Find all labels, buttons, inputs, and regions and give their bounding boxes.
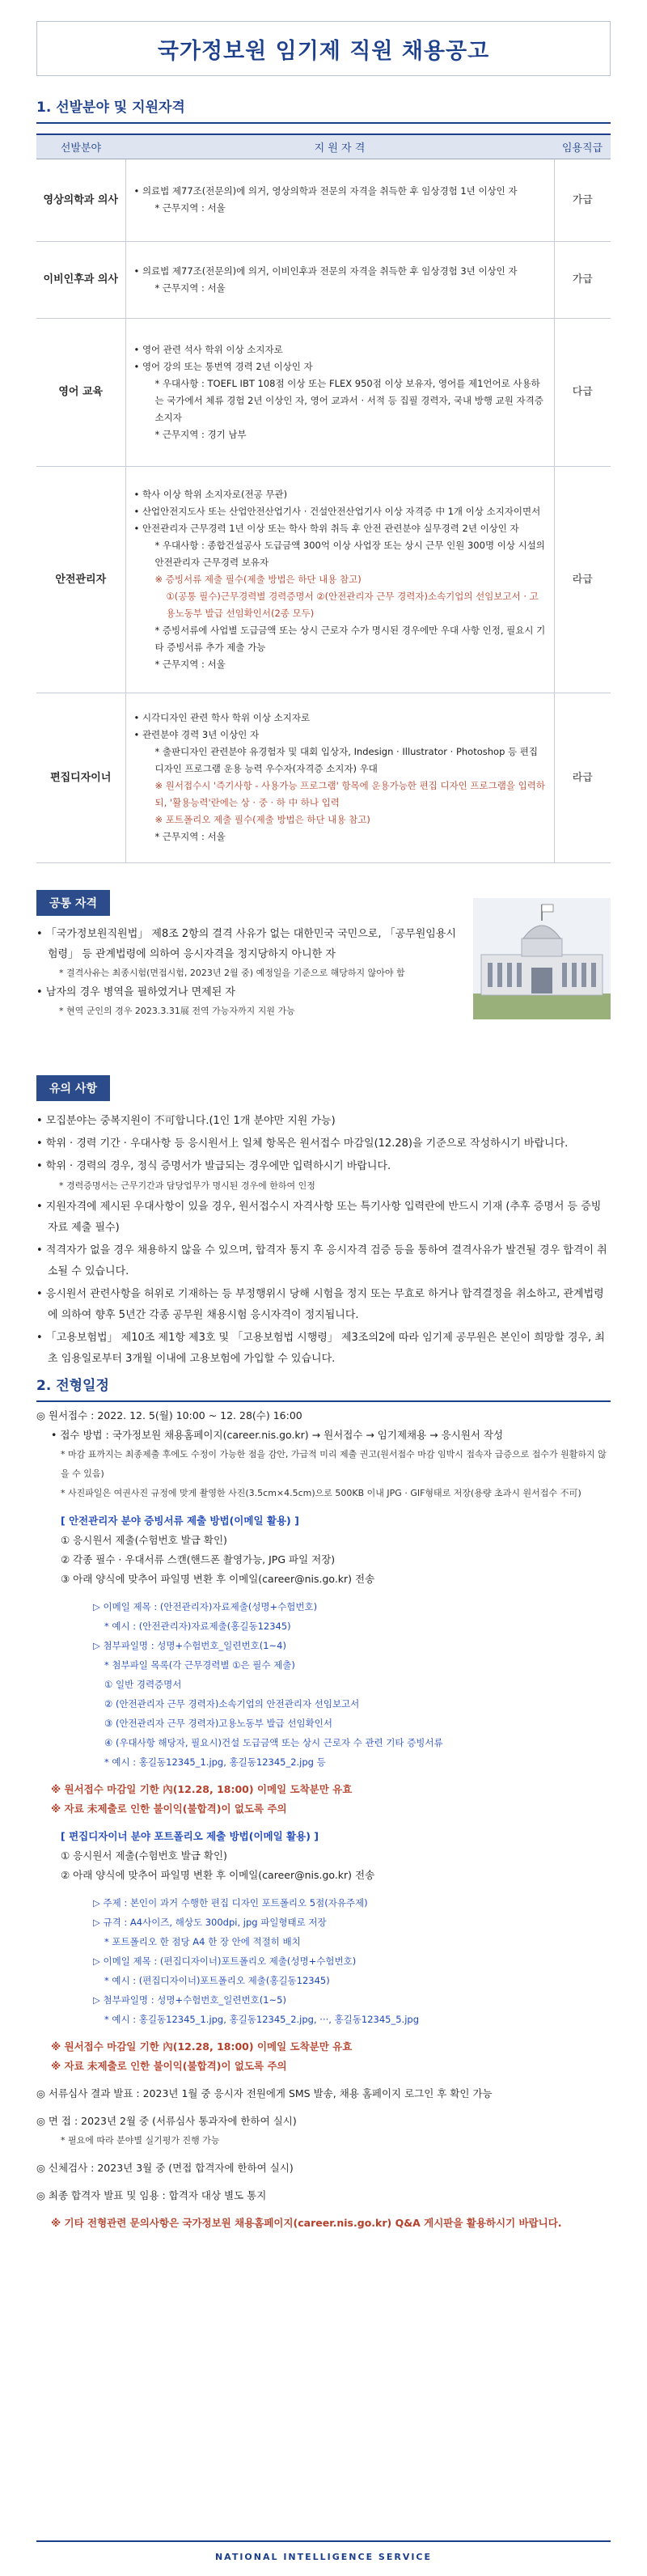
table-row [36, 241, 611, 318]
qualification-line: ※ 증빙서류 제출 필수(제출 방법은 하단 내용 참고) [154, 573, 362, 585]
qualification-line: • 의료법 제77조(전문의)에 의거, 이비인후과 전문의 자격을 취득한 후 임상경험 3년 이상인 자 [133, 265, 518, 277]
list-item: ※ 원서접수 마감일 기한 內(12.28, 18:00) 이메일 도착분만 유효 [51, 1783, 353, 1795]
table-row [36, 159, 611, 241]
eligibility-tag: 공통 자격 [36, 890, 110, 916]
list-item [36, 2150, 611, 2159]
table-row [36, 693, 611, 862]
list-item: ② (안전관리자 근무 경력자)소속기업의 안전관리자 선임보고서 [104, 1698, 360, 1710]
list-item [36, 2178, 611, 2186]
list-item: ▷ 주제 : 본인이 과거 수행한 편집 디자인 포트폴리오 5점(자유주제) [93, 1897, 368, 1909]
qualification-line: * 우대사항 : 종합건설공사 도급금액 300억 이상 사업장 또는 상시 근무 인원 300명 이상 시설의 안전관리자 근무경력 보유자 [154, 539, 545, 568]
list-item: [ 편집디자이너 분야 포트폴리오 제출 방법(이메일 활용) ] [61, 1830, 319, 1842]
list-item: * 결격사유는 최종시험(면접시험, 2023년 2월 중) 예정일을 기준으로 해당하지 않아야 함 [59, 968, 405, 978]
list-item: ② 아래 양식에 맞추어 파일명 변환 후 이메일(career@nis.go.kr) 전송 [61, 1869, 375, 1881]
section1-header [36, 95, 611, 124]
list-item: • 모집분야는 중복지원이 不可합니다.(1인 1개 분야만 지원 가능) [36, 1115, 336, 1127]
list-item [36, 1503, 611, 1511]
list-item [36, 1772, 611, 1780]
list-item: * 사진파일은 여권사진 규정에 맞게 촬영한 사진(3.5cm×4.5cm)으로 500KB 이내 JPG · GIF형태로 저장(용량 초과시 원서접수 不可) [61, 1488, 581, 1498]
list-item: ① 응시원서 제출(수험번호 발급 확인) [61, 1849, 227, 1862]
list-item: • 남자의 경우 병역을 필하였거나 면제된 자 [36, 986, 235, 998]
qualification-line: • 영어 관련 석사 학위 이상 소지자로 [133, 343, 283, 355]
notice-list [36, 1111, 611, 1370]
list-item: [ 안전관리자 분야 증빙서류 제출 방법(이메일 활용) ] [61, 1515, 299, 1527]
qualification-line: • 학사 이상 학위 소지자로(전공 무관) [133, 488, 288, 500]
list-item: * 예시 : (안전관리자)자료제출(홍길동12345) [104, 1621, 291, 1632]
list-item: • 지원자격에 제시된 우대사항이 있을 경우, 원서접수시 자격사항 또는 특기사항 입력란에 반드시 기재 (추후 증명서 등 증빙자료 제출 필수) [36, 1201, 602, 1234]
list-item: ② 각종 필수 · 우대서류 스캔(핸드폰 촬영가능, JPG 파일 저장) [61, 1553, 336, 1566]
section2-title: 2. 전형일정 [36, 1378, 109, 1394]
qualification-line: • 안전관리자 근무경력 1년 이상 또는 학사 학위 취득 후 안전 관련분야 실무경력 2년 이상인 자 [133, 522, 519, 534]
list-item: ▷ 첨부파일명 : 성명+수험번호_일련번호(1~5) [93, 1994, 286, 2006]
list-item: * 첨부파일 목록(각 근무경력별 ①은 필수 제출) [104, 1659, 295, 1671]
list-item: ※ 기타 전형관련 문의사항은 국가정보원 채용홈페이지(career.nis.go.kr) Q&A 게시판을 활용하시기 바랍니다. [51, 2217, 562, 2229]
notice-tag: 유의 사항 [36, 1075, 110, 1101]
qualification-line: ※ 원서접수시 '즉기사항 - 사용가능 프로그램' 항목에 운용가능한 편집 디자인 프로그램을 입력하되, '활용능력'란에는 상 · 중 · 하 中 하나 입력 [154, 780, 545, 808]
qualification-line: * 근무지역 : 경기 남부 [154, 428, 247, 440]
list-item: • 접수 방법 : 국가정보원 채용홈페이지(career.nis.go.kr) → 원서접수 → 임기제채용 → 응시원서 작성 [51, 1429, 504, 1441]
list-item: ◎ 최종 합격자 발표 및 임용 : 합격자 대상 별도 통지 [36, 2189, 267, 2201]
table-row [36, 318, 611, 466]
grade-cell: 가급 [554, 241, 611, 318]
title-box [36, 21, 611, 76]
list-item: ③ (안전관리자 근무 경력자)고용노동부 발급 선임확인서 [104, 1718, 332, 1729]
field-name: 영어 교육 [36, 318, 125, 466]
list-item: * 현역 군인의 경우 2023.3.31展 전역 가능자까지 지원 가능 [59, 1006, 295, 1016]
qualification-line: ※ 포트폴리오 제출 필수(제출 방법은 하단 내용 참고) [154, 814, 370, 825]
grade-cell: 가급 [554, 159, 611, 241]
list-item: ※ 자료 未제출로 인한 불이익(불합격)이 없도록 주의 [51, 2060, 287, 2072]
table-header-row [36, 134, 611, 159]
qualification-line: • 의료법 제77조(전문의)에 의거, 영상의학과 전문의 자격을 취득한 후 임상경험 1년 이상인 자 [133, 185, 518, 197]
list-item [36, 1885, 611, 1893]
list-item: ※ 원서접수 마감일 기한 內(12.28, 18:00) 이메일 도착분만 유효 [51, 2040, 353, 2053]
list-item: ◎ 신체검사 : 2023년 3월 중 (면접 합격자에 한하여 실시) [36, 2162, 294, 2174]
list-item: ◎ 서류심사 결과 발표 : 2023년 1월 중 응시자 전원에게 SMS 발송, 채용 홈페이지 로그인 후 확인 가능 [36, 2087, 493, 2099]
list-item: ④ (우대사항 해당자, 필요시)건설 도급금액 또는 상시 근로자 수 관련 기타 증빙서류 [104, 1737, 443, 1748]
list-item [36, 2029, 611, 2037]
list-item: • 학위 · 경력의 경우, 정식 증명서가 발급되는 경우에만 입력하시기 바랍니다. [36, 1160, 391, 1172]
qualification-table [36, 133, 611, 863]
field-name: 안전관리자 [36, 466, 125, 693]
list-item: ◎ 면 접 : 2023년 2월 중 (서류심사 통과자에 한하여 실시) [36, 2115, 297, 2127]
field-name: 이비인후과 의사 [36, 241, 125, 318]
header-field: 선발분야 [36, 134, 125, 159]
list-item [36, 1819, 611, 1827]
qualification-cell [125, 159, 554, 241]
list-item: ① 응시원서 제출(수험번호 발급 확인) [61, 1534, 227, 1546]
list-item: ◎ 원서접수 : 2022. 12. 5(월) 10:00 ~ 12. 28(수) 16:00 [36, 1409, 302, 1421]
list-item: ▷ 이메일 제목 : (편집디자이너)포트폴리오 제출(성명+수험번호) [93, 1955, 357, 1967]
grade-cell: 라급 [554, 466, 611, 693]
list-item: ※ 자료 未제출로 인한 불이익(불합격)이 없도록 주의 [51, 1803, 287, 1815]
grade-cell: 다급 [554, 318, 611, 466]
qualification-line: * 출판디자인 관련분야 유경험자 및 대회 입상자, Indesign · Illustrator · Photoshop 등 편집 디자인 프로그램 운용 능력 우수자(자격증 소지자) 우대 [154, 746, 539, 774]
nis-building-illustration [473, 898, 611, 1019]
qualification-line: * 근무지역 : 서울 [154, 282, 226, 294]
qualification-line: * 우대사항 : TOEFL IBT 108점 이상 또는 FLEX 950점 이상 보유자, 영어를 제1언어로 사용하는 국가에서 체류 경험 2년 이상인 자, 영어 교과서 · 서적 등 집필 경력자, 국내 방행 교원 자격증 소지자 [154, 377, 543, 423]
header-qualification: 지 원 자 격 [125, 134, 554, 159]
list-item: * 포트폴리오 한 점당 A4 한 장 안에 적절히 배치 [104, 1936, 301, 1947]
list-item: * 예시 : 홍길동12345_1.jpg, 홍길동12345_2.jpg, ···, 홍길동12345_5.jpg [104, 2014, 419, 2025]
qualification-line: * 근무지역 : 서울 [154, 658, 226, 670]
list-item [36, 2104, 611, 2112]
footer: NATIONAL INTELLIGENCE SERVICE [36, 2540, 611, 2562]
section2 [0, 1354, 647, 1402]
qualification-line: * 근무지역 : 서울 [154, 202, 226, 214]
table-row [36, 466, 611, 693]
page-title: 국가정보원 임기제 직원 채용공고 [157, 38, 490, 64]
notice-box [36, 1075, 611, 1370]
list-item: * 예시 : (편집디자이너)포트폴리오 제출(홍길동12345) [104, 1975, 330, 1986]
qualification-line: * 근무지역 : 서울 [154, 831, 226, 842]
qualification-cell [125, 241, 554, 318]
qualification-cell [125, 466, 554, 693]
qualification-line: * 증빙서류에 사업별 도급금액 또는 상시 근로자 수가 명시된 경우에만 우대 사항 인정, 필요시 기타 증빙서류 추가 제출 가능 [154, 624, 546, 653]
list-item: • 「국가정보원직원법」 제8조 2항의 결격 사유가 없는 대한민국 국민으로, 「공무원임용시험령」 등 관계법령에 의하여 응시자격을 정지당하지 아니한 자 [36, 928, 456, 960]
list-item: • 적격자가 없을 경우 채용하지 않을 수 있으며, 합격자 통지 후 응시자격 검증 등을 통하여 결격사유가 발견될 경우 합격이 취소될 수 있습니다. [36, 1244, 607, 1277]
list-item: • 응시원서 관련사항을 허위로 기재하는 등 부정행위시 당해 시험을 정지 또는 무효로 하거나 합격결정을 취소하고, 관계법령에 의하여 향후 5년간 각종 공무원 채용시험 응시자격이 정지됩니다. [36, 1288, 604, 1321]
list-item: * 예시 : 홍길동12345_1.jpg, 홍길동12345_2.jpg 등 [104, 1756, 326, 1768]
list-item: ▷ 규격 : A4사이즈, 해상도 300dpi, jpg 파일형태로 저장 [93, 1917, 327, 1928]
qualification-line: • 관련분야 경력 3년 이상인 자 [133, 729, 260, 740]
list-item [36, 2205, 611, 2214]
qualification-line: • 영어 강의 또는 통번역 경력 2년 이상인 자 [133, 360, 313, 372]
eligibility-list [36, 924, 457, 1020]
field-name: 편집디자이너 [36, 693, 125, 862]
list-item: • 학위 · 경력 기간 · 우대사항 등 응시원서上 일체 항목은 원서접수 마감일(12.28)을 기준으로 작성하시기 바랍니다. [36, 1138, 569, 1150]
section1-title: 1. 선발분야 및 지원자격 [36, 100, 185, 116]
header-grade: 임용직급 [554, 134, 611, 159]
qualification-line: • 시각디자인 관련 학사 학위 이상 소지자로 [133, 712, 311, 723]
section2-header [36, 1374, 611, 1402]
qualification-cell [125, 693, 554, 862]
grade-cell: 라급 [554, 693, 611, 862]
list-item: ▷ 이메일 제목 : (안전관리자)자료제출(성명+수험번호) [93, 1601, 318, 1612]
list-item: * 필요에 따라 분야별 실기평가 진행 가능 [61, 2135, 220, 2146]
eligibility-box [36, 890, 611, 1020]
list-item: ① 일반 경력증명서 [104, 1679, 182, 1690]
list-item: ▷ 첨부파일명 : 성명+수험번호_일련번호(1~4) [93, 1640, 286, 1651]
list-item [36, 1589, 611, 1597]
qualification-cell [125, 318, 554, 466]
list-item: * 경력증명서는 근무기간과 담당업무가 명시된 경우에 한하여 인정 [59, 1180, 315, 1191]
list-item: ③ 아래 양식에 맞추어 파일명 변환 후 이메일(career@nis.go.kr) 전송 [61, 1573, 375, 1585]
list-item: • 「고용보험법」 제10조 제1항 제3호 및 「고용보험법 시행령」 제3조의2에 따라 임기제 공무원은 본인이 희망할 경우, 최초 임용일로부터 3개월 이내에 고용보험에 가입할 수 있습니다. [36, 1332, 605, 1365]
qualification-line: ①(공통 필수)근무경력별 경력증명서 ②(안전관리자 근무 경력자)소속기업의 선임보고서 · 고용노동부 발급 선임확인서(2종 모두) [166, 590, 539, 619]
field-name: 영상의학과 의사 [36, 159, 125, 241]
list-item [36, 2076, 611, 2084]
list-item: * 마감 표까지는 최종제출 후에도 수정이 가능한 점을 감안, 가급적 미리 제출 권고(원서접수 마감 임박시 접속자 급증으로 접수가 원활하지 않을 수 있음) [61, 1449, 607, 1479]
qualification-line: • 산업안전지도사 또는 산업안전산업기사 · 건설안전산업기사 이상 자격증 中 1개 이상 소지자이면서 [133, 505, 541, 517]
schedule-list [36, 1406, 611, 2233]
